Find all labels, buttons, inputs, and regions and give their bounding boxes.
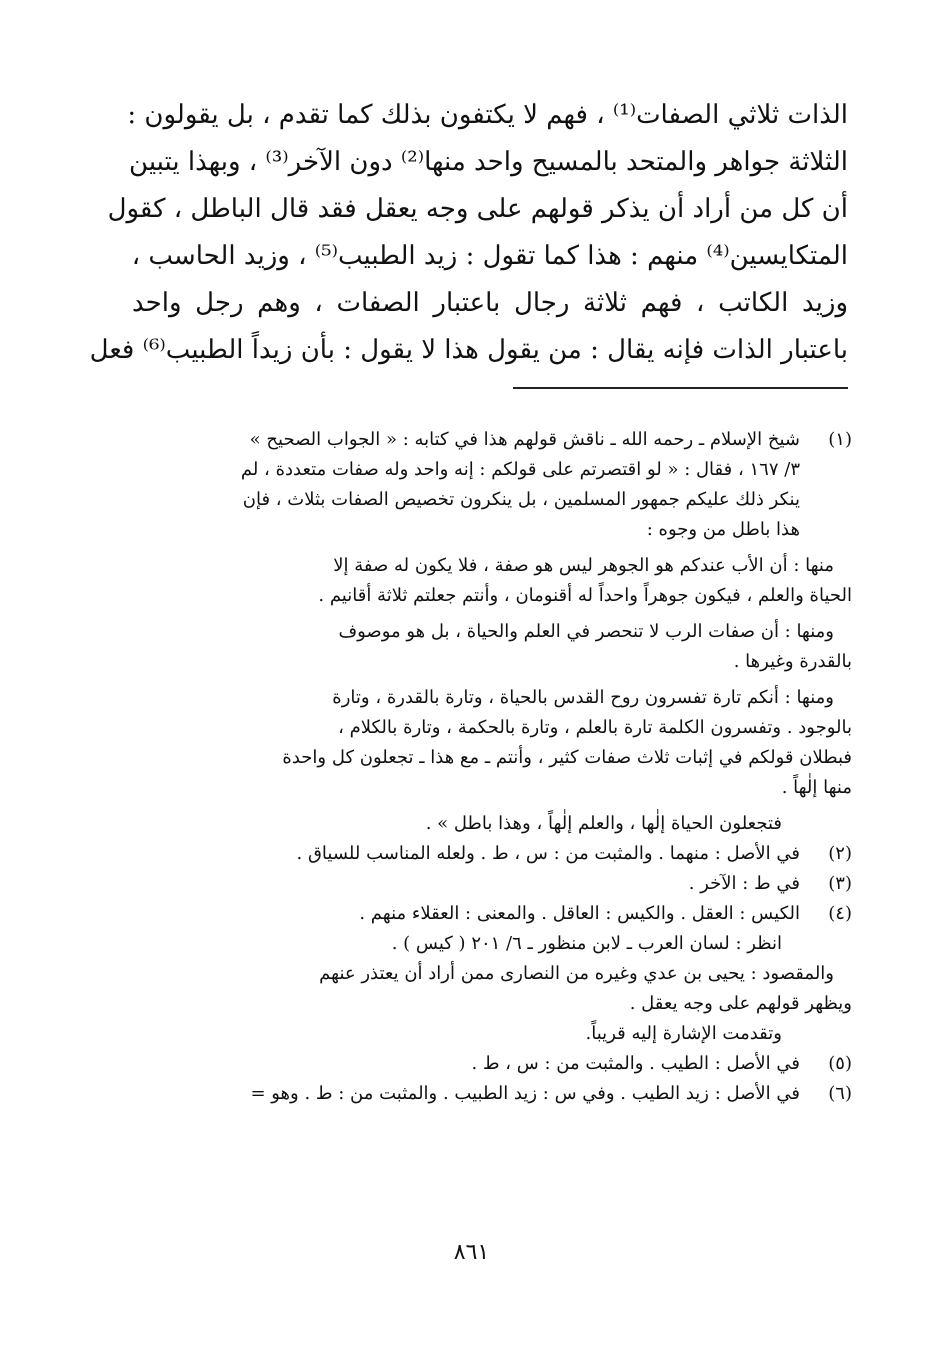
- footnote-line: في ط : الآخر .: [688, 873, 800, 894]
- footnote-line: فتجعلون الحياة إلٰها ، والعلم إلٰهاً ، وهذا باطل » .: [425, 813, 782, 834]
- main-line-4: المتكايسين⁽⁴⁾ منهم : هذا كما تقول : زيد الطبيب⁽⁵⁾ ، وزيد الحاسب ،: [131, 241, 848, 271]
- footnote-line: شيخ الإسلام ـ رحمه الله ـ ناقش قولهم هذا في كتابه : « الجواب الصحيح »: [249, 429, 800, 450]
- footnote-3: [132, 869, 852, 899]
- footnote-line: هذا باطل من وجوه :: [646, 519, 800, 540]
- footnote-number: (٣): [828, 873, 852, 894]
- footnote-line: ينكر ذلك عليكم جمهور المسلمين ، بل ينكرون تخصيص الصفات بثلاث ، فإن: [242, 489, 800, 510]
- footnote-6: [132, 1079, 852, 1109]
- footnote-line: الكيس : العقل . والكيس : العاقل . والمعنى : العقلاء منهم .: [359, 903, 800, 924]
- footnote-number: (٦): [828, 1083, 852, 1104]
- footnote-1: [132, 425, 852, 839]
- footnote-2: [132, 839, 852, 869]
- footnote-line: في الأصل : منهما . والمثبت من : س ، ط . ولعله المناسب للسياق .: [296, 843, 800, 864]
- footnote-line: ومنها : أنكم تارة تفسرون روح القدس بالحياة ، وتارة بالقدرة ، وتارة: [332, 687, 834, 708]
- footnote-number: (١): [828, 429, 852, 450]
- footnote-line: منها : أن الأب عندكم هو الجوهر ليس هو صفة ، فلا يكون له صفة إلا: [333, 555, 834, 576]
- footnote-5: [132, 1049, 852, 1079]
- main-line-5: وزيد الكاتب ، فهم ثلاثة رجال باعتبار الصفات ، وهم رجل واحد: [132, 288, 848, 318]
- page-number: ٨٦١: [453, 1240, 490, 1265]
- footnote-separator: [513, 387, 848, 389]
- main-line-3: أن كل من أراد أن يذكر قولهم على وجه يعقل فقد قال الباطل ، كقول: [107, 194, 848, 224]
- main-text: [89, 92, 848, 374]
- footnote-line: الحياة والعلم ، فيكون جوهراً واحداً له أقنومان ، وأنتم جعلتم ثلاثة أقانيم .: [318, 585, 852, 606]
- main-line-1: الذات ثلاثي الصفات⁽¹⁾ ، فهم لا يكتفون بذلك كما تقدم ، بل يقولون :: [127, 100, 848, 130]
- footnote-line: بالوجود . وتفسرون الكلمة تارة بالعلم ، وتارة بالحكمة ، وتارة بالكلام ،: [338, 717, 852, 738]
- main-line-6: باعتبار الذات فإنه يقال : من يقول هذا لا يقول : بأن زيداً الطبيب⁽⁶⁾ فعل: [89, 335, 848, 365]
- footnote-line: والمقصود : يحيى بن عدي وغيره من النصارى ممن أراد أن يعتذر عنهم: [319, 963, 834, 984]
- footnote-line: في الأصل : الطيب . والمثبت من : س ، ط .: [471, 1053, 800, 1074]
- footnote-number: (٤): [828, 903, 852, 924]
- footnote-line: منها إلٰهاً .: [781, 777, 852, 798]
- footnote-line: ومنها : أن صفات الرب لا تنحصر في العلم والحياة ، بل هو موصوف: [338, 621, 834, 642]
- footnote-number: (٥): [828, 1053, 852, 1074]
- footnote-line: ويظهر قولهم على وجه يعقل .: [629, 993, 852, 1014]
- footnote-line: بالقدرة وغيرها .: [733, 651, 852, 672]
- footnote-line: انظر : لسان العرب ـ لابن منظور ـ ٦/ ٢٠١ ( كيس ) .: [391, 933, 782, 954]
- footnote-4: [132, 899, 852, 1049]
- footnote-line: في الأصل : زيد الطيب . وفي س : زيد الطبيب . والمثبت من : ط . وهو =: [250, 1083, 800, 1104]
- main-line-2: الثلاثة جواهر والمتحد بالمسيح واحد منها⁽²⁾ دون الآخر⁽³⁾ ، وبهذا يتبين: [129, 147, 848, 177]
- footnote-number: (٢): [828, 843, 852, 864]
- footnote-line: فبطلان قولكم في إثبات ثلاث صفات كثير ، وأنتم ـ مع هذا ـ تجعلون كل واحدة: [282, 747, 852, 768]
- footnote-line: وتقدمت الإشارة إليه قريباً.: [585, 1023, 782, 1044]
- footnote-line: ٣/ ١٦٧ ، فقال : « لو اقتصرتم على قولكم : إنه واحد وله صفات متعددة ، لم: [240, 459, 800, 480]
- footnotes: [132, 425, 852, 1109]
